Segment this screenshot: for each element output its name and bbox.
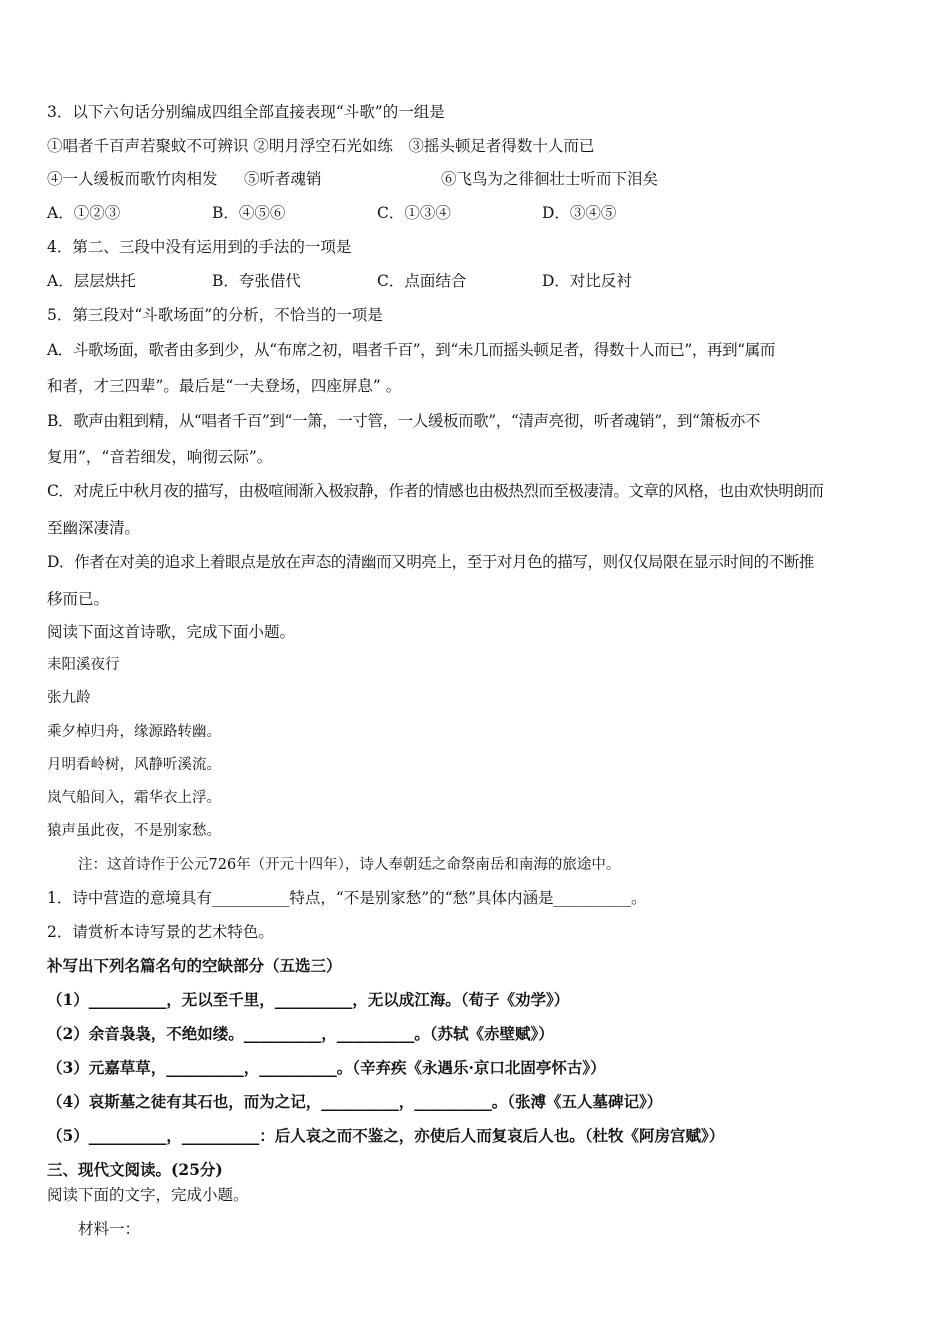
q5-stem: 5．第三段对“斗歌场面”的分析，不恰当的一项是: [47, 306, 383, 324]
fill-heading: 补写出下列名篇名句的空缺部分（五选三）: [47, 956, 342, 975]
poem-line: 猿声虽此夜，不是别家愁。: [47, 823, 221, 839]
q3-choice-6: ⑥飞鸟为之徘徊壮士听而下泪矣: [441, 170, 659, 188]
poem-line: 岚气船间入，霜华衣上浮。: [47, 790, 221, 806]
q3-option-b[interactable]: B．④⑤⑥: [212, 204, 286, 222]
q5-option-d-line1: D．作者在对美的追求上着眼点是放在声态的清幽而又明亮上，至于对月色的描写，则仅仅局限在显示时间的不断推: [47, 553, 815, 571]
q3-choices-row2: [47, 169, 847, 189]
poem-line: 乘夕棹归舟，缘源路转幽。: [47, 724, 221, 740]
q4-option-d[interactable]: D．对比反衬: [542, 272, 632, 290]
q3-choice-4: ④一人缓板而歌竹肉相发: [47, 170, 218, 188]
q3-options: [47, 203, 847, 223]
q5-option-a-line1: A．斗歌场面，歌者由多到少，从“布席之初，唱者千百”，到“未几而摇头顿足者，得数十人而已”，再到“属而: [47, 341, 775, 359]
section3-heading: 三、现代文阅读。(25分): [47, 1160, 223, 1179]
poem-line: 月明看岭树，风静听溪流。: [47, 757, 221, 773]
poem-author: 张九龄: [47, 690, 91, 706]
fill-item: （2）余音袅袅，不绝如缕。__________，__________。（苏轼《赤壁赋》）: [47, 1024, 554, 1043]
poem-intro: 阅读下面这首诗歌，完成下面小题。: [47, 623, 296, 641]
q4-stem: 4．第二、三段中没有运用到的手法的一项是: [47, 238, 352, 256]
fill-item: （1）__________，无以至千里，__________，无以成江海。（荀子《劝学》）: [47, 990, 570, 1009]
q4-option-b[interactable]: B．夸张借代: [212, 272, 301, 290]
q4-options: [47, 271, 847, 291]
q5-option-a-line2: 和者，才三四辈”。最后是“一夫登场，四座屏息” 。: [47, 377, 402, 395]
q3-choice-5: ⑤听者魂销: [244, 170, 322, 188]
q3-stem: 3．以下六句话分别编成四组全部直接表现“斗歌”的一组是: [47, 103, 445, 121]
q5-option-b-line1: B．歌声由粗到精，从“唱者千百”到“一箫，一寸管，一人缓板而歌”，“清声亮彻，听者魂销”，到“箫板亦不: [47, 412, 760, 430]
q4-option-a[interactable]: A．层层烘托: [47, 272, 136, 290]
q5-option-d-line2: 移而已。: [47, 590, 110, 608]
q5-option-c-line2: 至幽深凄清。: [47, 519, 141, 537]
q3-option-d[interactable]: D．③④⑤: [542, 204, 617, 222]
fill-item: （5）__________，__________：后人哀之而不鉴之，亦使后人而复哀后人也。（杜牧《阿房宫赋》）: [47, 1126, 725, 1145]
fill-item: （3）元嘉草草，__________，__________。（辛弃疾《永遇乐·京口北固亭怀古》）: [47, 1058, 606, 1077]
poem-note: 注：这首诗作于公元726年（开元十四年），诗人奉朝廷之命祭南岳和南海的旅途中。: [78, 857, 621, 873]
poem-title: 耒阳溪夜行: [47, 657, 120, 673]
poem-question-2: 2．请赏析本诗写景的艺术特色。: [47, 923, 274, 941]
poem-question-1: 1．诗中营造的意境具有__________特点，“不是别家愁”的“愁”具体内涵是__________。: [47, 889, 647, 907]
fill-item: （4）哀斯墓之徒有其石也，而为之记，__________，__________。（张溥《五人墓碑记》）: [47, 1092, 663, 1111]
q5-option-b-line2: 复用”，“音若细发，响彻云际”。: [47, 448, 273, 466]
q3-option-a[interactable]: A．①②③: [47, 204, 121, 222]
q5-option-c-line1: C．对虎丘中秋月夜的描写，由极喧闹渐入极寂静，作者的情感也由极热烈而至极凄清。文章的风格，也由欢快明朗而: [47, 482, 824, 500]
q3-choices-row1: ①唱者千百声若聚蚊不可辨识 ②明月浮空石光如练 ③摇头顿足者得数十人而已: [47, 137, 595, 155]
section3-intro: 阅读下面的文字，完成小题。: [47, 1186, 249, 1204]
material-label: 材料一：: [78, 1220, 141, 1238]
q3-option-c[interactable]: C．①③④: [377, 204, 451, 222]
q4-option-c[interactable]: C．点面结合: [377, 272, 467, 290]
